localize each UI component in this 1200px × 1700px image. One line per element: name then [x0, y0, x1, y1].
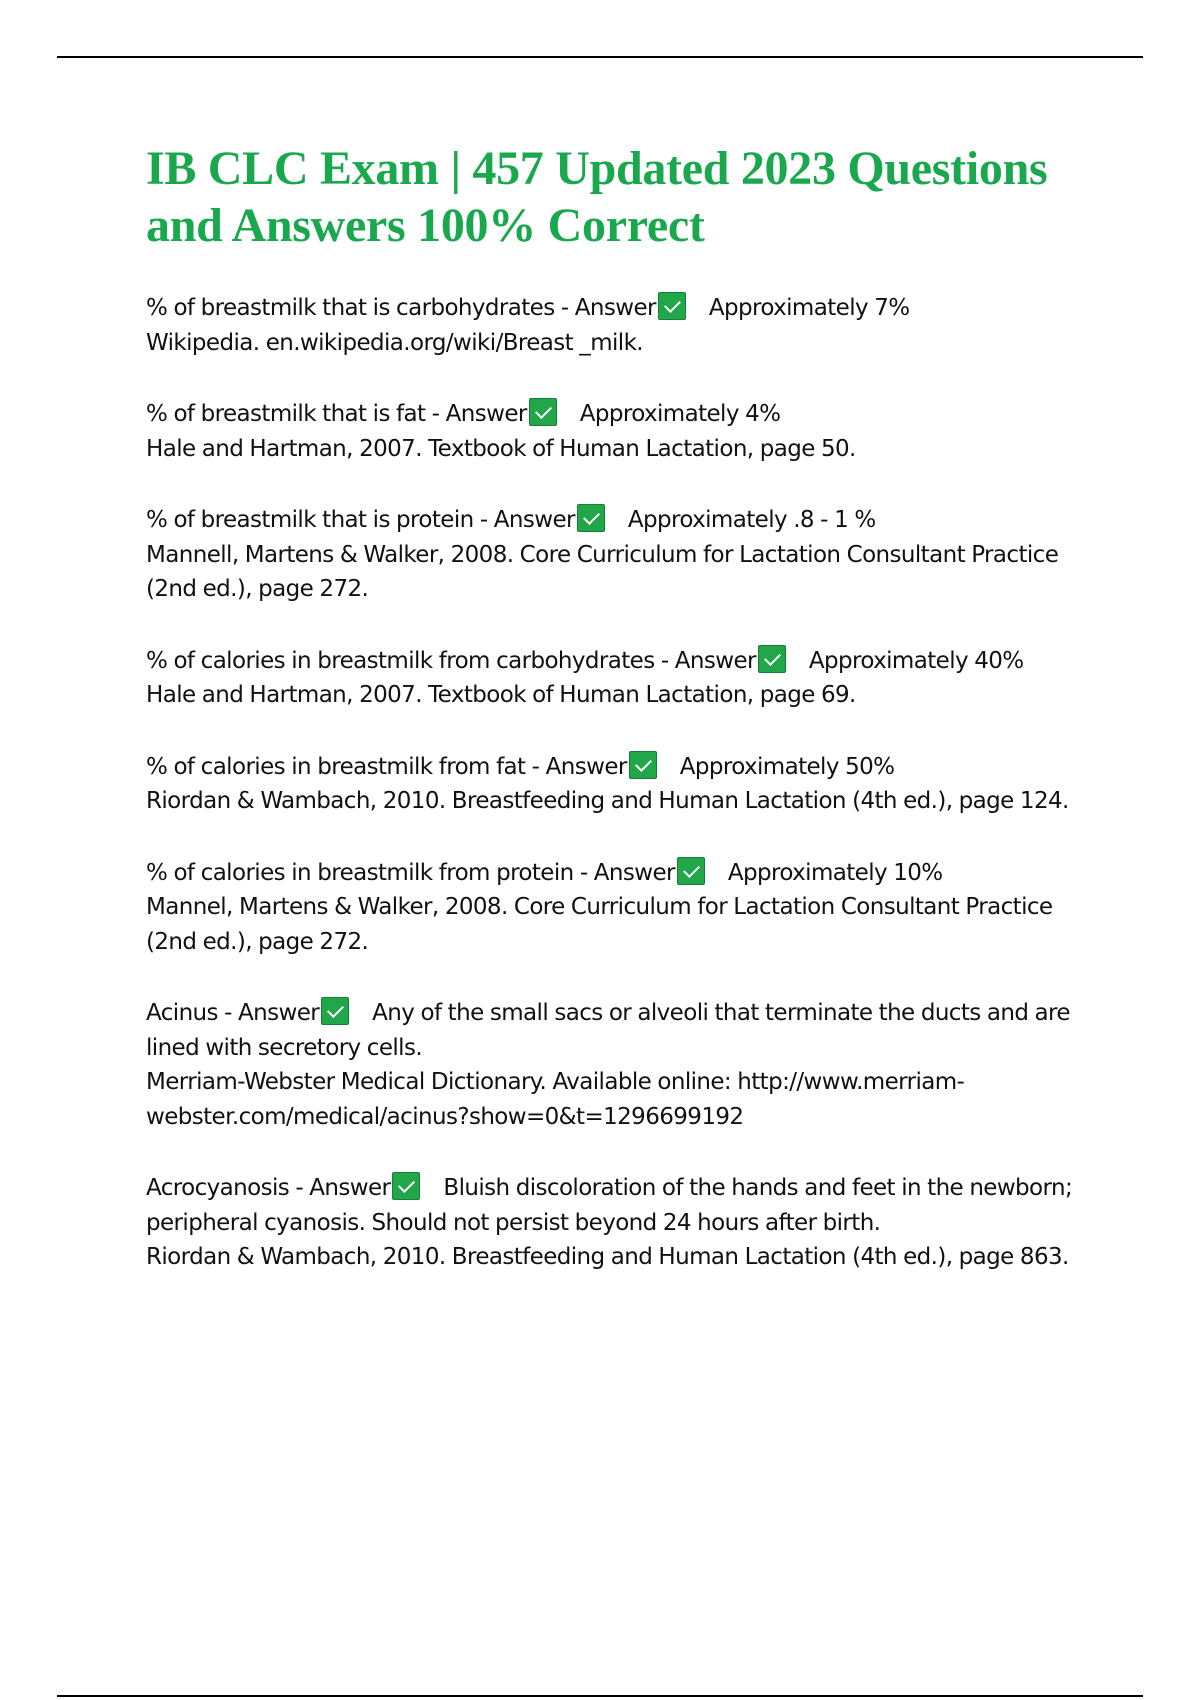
checkmark-icon	[677, 857, 705, 885]
top-rule	[57, 56, 1143, 58]
checkmark-icon	[658, 292, 686, 320]
qa-term: % of breastmilk that is fat -	[146, 401, 440, 427]
checkmark-icon	[758, 645, 786, 673]
checkmark-icon	[577, 504, 605, 532]
checkmark-icon	[392, 1172, 420, 1200]
answer-label: Answer	[309, 1175, 391, 1201]
answer-label: Answer	[574, 295, 656, 321]
qa-source: Merriam-Webster Medical Dictionary. Available online: http://www.merriam-webster.com/medical/acinus?show=0&t=1296699192	[146, 1069, 965, 1130]
qa-entry	[146, 750, 1086, 819]
qa-answer: Approximately 40%	[808, 647, 1024, 674]
qa-source: Riordan & Wambach, 2010. Breastfeeding and Human Lactation (4th ed.), page 124.	[146, 788, 1069, 814]
qa-entry	[146, 644, 1086, 713]
answer-label: Answer	[445, 401, 527, 427]
qa-answer: Approximately 50%	[679, 753, 895, 780]
qa-answer: Bluish discoloration of the hands and feet in the newborn; peripheral cyanosis. Should not persist beyond 24 hours after birth.	[146, 1175, 1073, 1236]
qa-answer: Approximately 4%	[579, 401, 781, 427]
answer-label: Answer	[545, 753, 627, 780]
answer-label: Answer	[674, 647, 756, 674]
qa-entry	[146, 1171, 1086, 1275]
qa-source: Hale and Hartman, 2007. Textbook of Human Lactation, page 69.	[146, 682, 856, 708]
bottom-rule	[57, 1695, 1143, 1697]
qa-term: % of calories in breastmilk from protein -	[146, 859, 588, 886]
qa-entry	[146, 291, 1086, 360]
qa-term: % of calories in breastmilk from fat -	[146, 753, 540, 780]
qa-answer: Approximately 7%	[708, 295, 910, 321]
document-body	[146, 140, 1086, 1312]
qa-answer: Any of the small sacs or alveoli that terminate the ducts and are lined with secretory cells.	[146, 1000, 1070, 1061]
qa-answer: Approximately 10%	[727, 859, 943, 886]
qa-entry	[146, 856, 1086, 960]
checkmark-icon	[529, 398, 557, 426]
qa-term: % of breastmilk that is protein -	[146, 507, 488, 533]
checkmark-icon	[321, 997, 349, 1025]
qa-source: Hale and Hartman, 2007. Textbook of Human Lactation, page 50.	[146, 435, 856, 462]
qa-term: Acrocyanosis -	[146, 1175, 304, 1201]
qa-term: % of calories in breastmilk from carbohydrates -	[146, 647, 669, 674]
qa-source: Mannell, Martens & Walker, 2008. Core Curriculum for Lactation Consultant Practice (2nd ed.), page 272.	[146, 541, 1059, 602]
qa-entry	[146, 503, 1086, 607]
answer-label: Answer	[238, 1000, 320, 1026]
qa-source: Riordan & Wambach, 2010. Breastfeeding and Human Lactation (4th ed.), page 863.	[146, 1244, 1069, 1270]
qa-answer: Approximately .8 - 1 %	[627, 507, 876, 533]
answer-label: Answer	[493, 507, 575, 533]
answer-label: Answer	[593, 859, 675, 886]
qa-term: Acinus -	[146, 1000, 232, 1026]
qa-entry	[146, 397, 1086, 466]
qa-source: Wikipedia. en.wikipedia.org/wiki/Breast _milk.	[146, 329, 644, 356]
qa-term: % of breastmilk that is carbohydrates -	[146, 295, 569, 321]
qa-entry	[146, 996, 1086, 1134]
qa-source: Mannel, Martens & Walker, 2008. Core Curriculum for Lactation Consultant Practice (2nd ed.), page 272.	[146, 894, 1053, 955]
document-title: IB CLC Exam | 457 Updated 2023 Questions and Answers 100% Correct	[146, 142, 1048, 252]
checkmark-icon	[629, 751, 657, 779]
